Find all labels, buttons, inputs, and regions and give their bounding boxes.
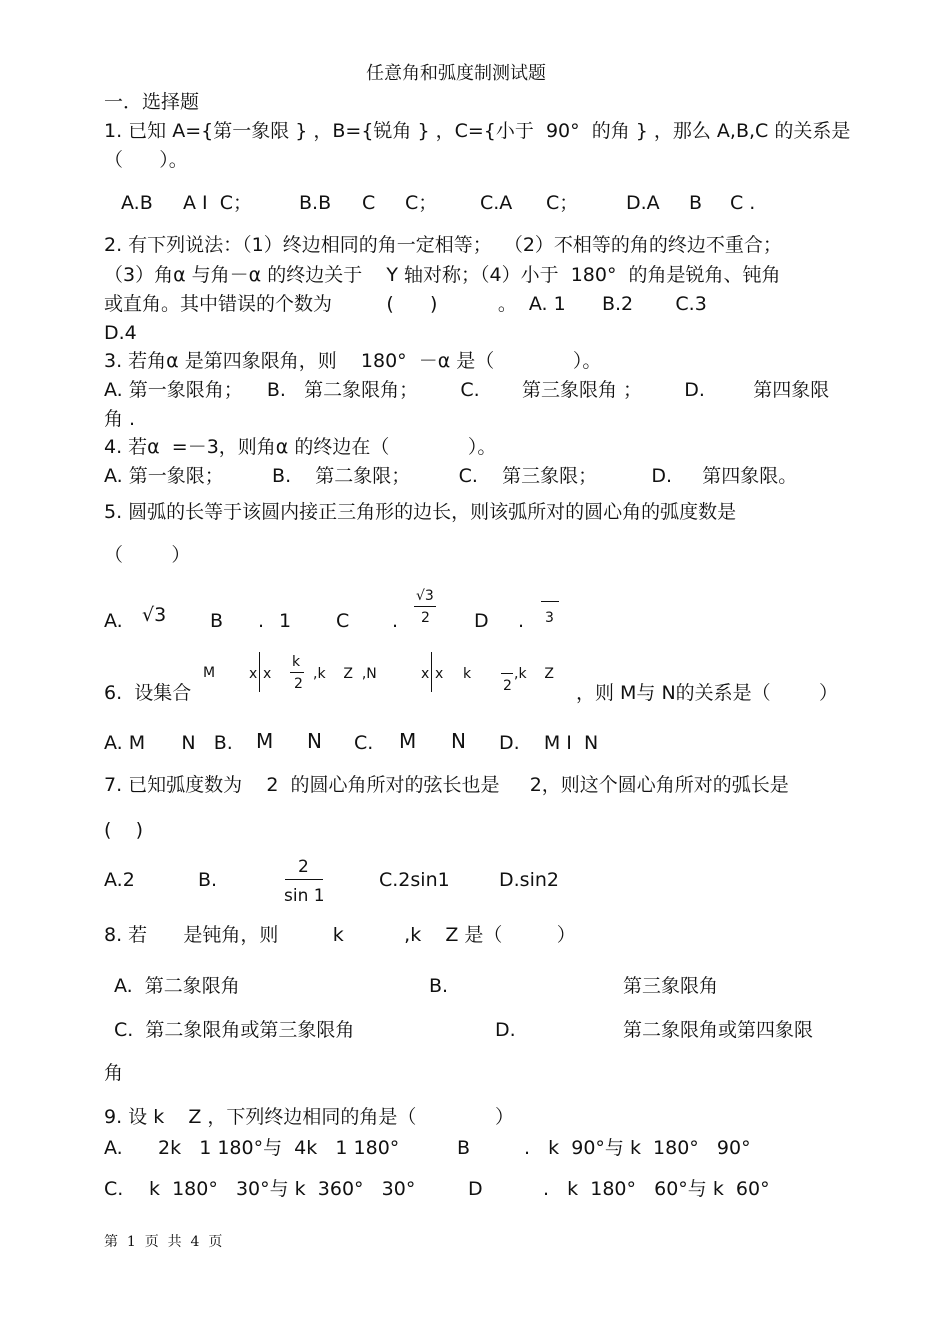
q9-option-a-value: 2k 1 180°与 4k 1 180° bbox=[158, 1137, 400, 1159]
q4-stem: 4. 若α =－3，则角α 的终边在（ ）。 bbox=[104, 436, 497, 458]
q9-stem: 9. 设 k Z ，下列终边相同的角是（ ） bbox=[104, 1106, 514, 1128]
q7-option-b-numerator: 2 bbox=[298, 857, 309, 877]
q8-option-d: D. bbox=[495, 1019, 516, 1041]
q5-option-d: D bbox=[474, 610, 489, 632]
q9-option-b: B bbox=[457, 1137, 471, 1159]
q9-option-d-value: . k 180° 60°与 k 60° bbox=[543, 1178, 770, 1200]
q5-option-c-dot: . bbox=[392, 610, 399, 632]
q1-option-c-rel: C； bbox=[546, 192, 579, 214]
q2-line-1: 2. 有下列说法：（1）终边相同的角一定相等； （2）不相等的角的终边不重合； bbox=[104, 234, 782, 256]
q6-option-b-m: M bbox=[256, 729, 274, 753]
q1-option-c: C.A bbox=[480, 192, 513, 214]
q5-option-c-bar bbox=[414, 606, 436, 607]
q6-kz-1: ,k Z ,N bbox=[313, 666, 377, 682]
q6-option-b-n: N bbox=[307, 729, 322, 753]
q8-option-d-value: 第二象限角或第四象限 bbox=[623, 1019, 814, 1041]
q7-option-b-denominator: sin 1 bbox=[284, 886, 325, 906]
q8-stem: 8. 若 是钝角，则 k ,k Z 是（ ） bbox=[104, 924, 576, 946]
q8-option-c: C. 第二象限角或第三象限角 bbox=[114, 1019, 355, 1041]
q1-blank: （ ）。 bbox=[104, 149, 188, 171]
q1-option-d-b: B bbox=[689, 192, 703, 214]
q5-option-a: A. bbox=[104, 610, 123, 632]
q5-option-d-denominator: 3 bbox=[545, 610, 554, 626]
q6-dash-denominator: 2 bbox=[503, 678, 512, 694]
q8-option-a: A. 第二象限角 bbox=[114, 975, 240, 997]
q2-line-2: （3）角α 与角－α 的终边关于 Y 轴对称；（4）小于 180° 的角是锐角、钝角 bbox=[104, 264, 781, 286]
q6-dash-bar bbox=[501, 673, 513, 674]
q1-option-b: B.B bbox=[299, 192, 332, 214]
q6-k2: k bbox=[463, 666, 472, 682]
q6-suffix: ，则 M与 N的关系是（ ） bbox=[576, 682, 839, 704]
q5-stem: 5. 圆弧的长等于该圆内接正三角形的边长，则该弧所对的圆心角的弧度数是 bbox=[104, 501, 737, 523]
q6-x3: x bbox=[421, 666, 430, 682]
q3-options: A. 第一象限角； B. 第二象限角； C. 第三象限角 ； D. 第四象限 bbox=[104, 379, 830, 401]
q8-option-b-value: 第三象限角 bbox=[623, 975, 719, 997]
q5-blank: （ ） bbox=[104, 544, 191, 566]
q7-stem: 7. 已知弧度数为 2 的圆心角所对的弦长也是 2，则这个圆心角所对的弧长是 bbox=[104, 774, 789, 796]
q9-option-c: C. bbox=[104, 1178, 124, 1200]
q6-option-d: D. M I N bbox=[499, 732, 599, 754]
q6-x4: x bbox=[435, 666, 444, 682]
page-footer: 第 1 页 共 4 页 bbox=[104, 1234, 223, 1250]
section-heading: 一．选择题 bbox=[104, 91, 200, 113]
q2-line-3: 或直角。其中错误的个数为 ( ) 。 A. 1 B.2 C.3 bbox=[104, 293, 707, 315]
q6-prefix: 6. 设集合 bbox=[104, 682, 192, 704]
q5-option-a-value: √3 bbox=[142, 604, 167, 626]
page-title: 任意角和弧度制测试题 bbox=[366, 63, 546, 84]
q5-option-c: C bbox=[336, 610, 350, 632]
q7-option-d: D.sin2 bbox=[499, 869, 559, 891]
q6-set-m: M bbox=[203, 665, 216, 681]
q2-line-4: D.4 bbox=[104, 322, 137, 344]
q6-option-c-m: M bbox=[399, 729, 417, 753]
q5-option-c-numerator: √3 bbox=[416, 588, 434, 604]
q6-option-c: C. bbox=[354, 732, 374, 754]
q6-option-a: A. M N B. bbox=[104, 732, 233, 754]
q1-option-b-c2: C； bbox=[405, 192, 438, 214]
q1-option-d: D.A bbox=[626, 192, 660, 214]
q9-option-b-value: . k 90°与 k 180° 90° bbox=[524, 1137, 751, 1159]
q1-option-b-c: C bbox=[362, 192, 376, 214]
q5-option-d-bar bbox=[541, 601, 559, 602]
q5-option-b: B bbox=[210, 610, 224, 632]
q6-kz-2: ,k Z bbox=[514, 666, 554, 682]
q6-x1: x bbox=[249, 666, 258, 682]
q6-k-denominator: 2 bbox=[294, 676, 303, 692]
q1-option-d-c: C . bbox=[730, 192, 756, 214]
q1-option-a-rel: A I C； bbox=[183, 192, 252, 214]
q7-option-c: C.2sin1 bbox=[379, 869, 450, 891]
q3-stem: 3. 若角α 是第四象限角，则 180° －α 是（ ）。 bbox=[104, 350, 602, 372]
q7-option-a: A.2 bbox=[104, 869, 135, 891]
q4-options: A. 第一象限； B. 第二象限； C. 第三象限； D. 第四象限。 bbox=[104, 465, 798, 487]
q6-option-c-n: N bbox=[451, 729, 466, 753]
q1-option-a: A.B bbox=[121, 192, 153, 214]
q9-option-d: D bbox=[468, 1178, 483, 1200]
q6-bar1 bbox=[259, 652, 260, 692]
q8-option-b: B. bbox=[429, 975, 449, 997]
q6-x2: x bbox=[263, 666, 272, 682]
q7-blank: ( ) bbox=[104, 819, 143, 841]
q7-option-b: B. bbox=[198, 869, 218, 891]
q5-option-c-denominator: 2 bbox=[421, 610, 430, 626]
q6-k-numerator: k bbox=[292, 654, 301, 670]
q9-option-a: A. bbox=[104, 1137, 123, 1159]
q8-option-d-wrap: 角 bbox=[104, 1062, 124, 1084]
q5-option-b-value: 1 bbox=[279, 610, 292, 632]
q3-options-wrap: 角 . bbox=[104, 408, 136, 430]
q1-stem: 1. 已知 A={第一象限 } ，B={锐角 } ，C={小于 90° 的角 } ，那么 A,B,C 的关系是 bbox=[104, 120, 851, 142]
q9-option-c-value: k 180° 30°与 k 360° 30° bbox=[149, 1178, 416, 1200]
q6-k-bar bbox=[290, 672, 304, 673]
q5-option-b-dot: . bbox=[258, 610, 265, 632]
q6-bar2 bbox=[431, 652, 432, 692]
q5-option-d-dot: . bbox=[518, 610, 525, 632]
q7-option-b-bar bbox=[285, 879, 323, 880]
